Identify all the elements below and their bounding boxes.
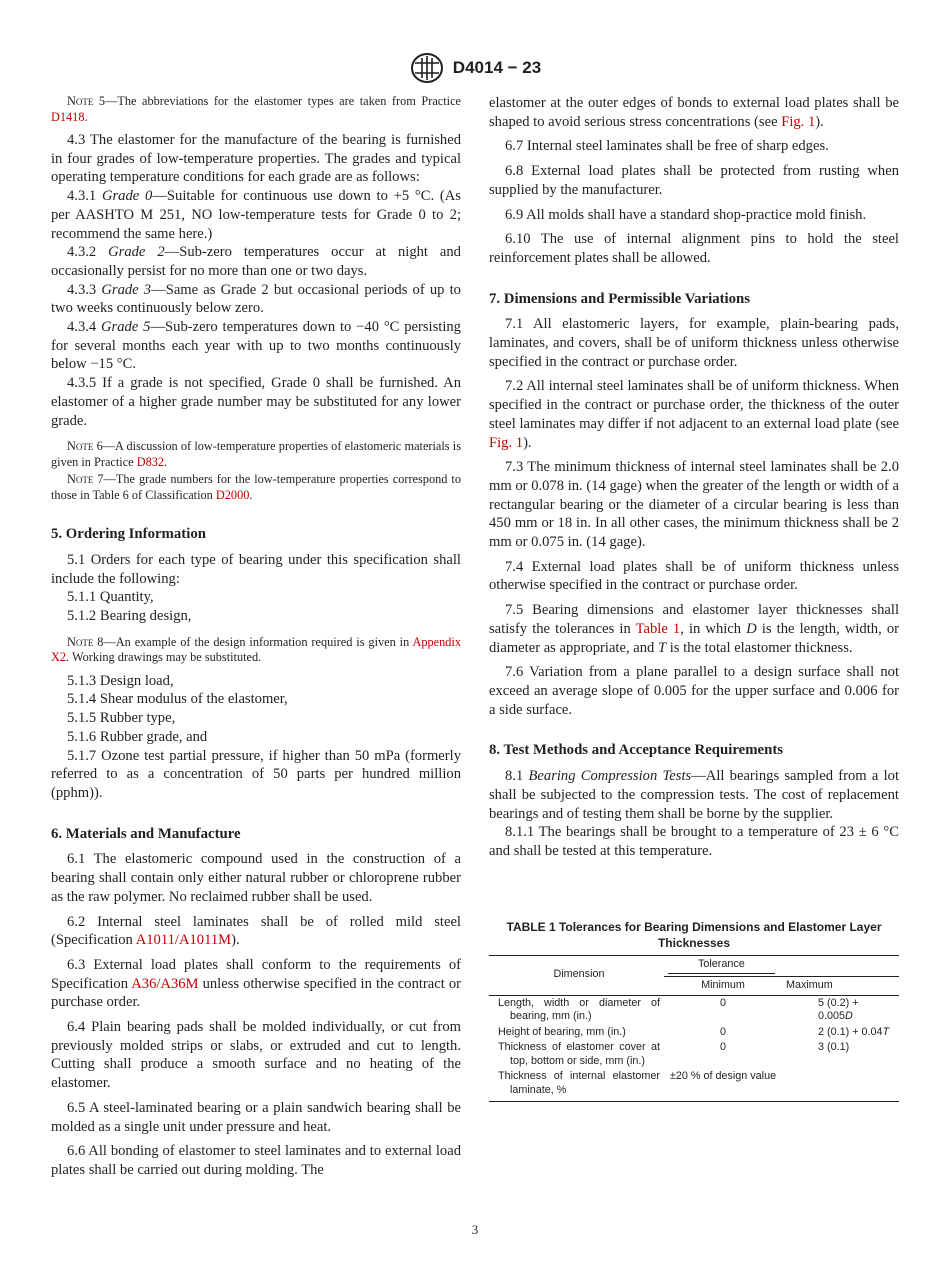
note-5: Note 5—The abbreviations for the elastomer types are taken from Practice D1418. xyxy=(51,94,461,124)
ref-table-1[interactable]: Table 1 xyxy=(635,620,681,637)
ref-fig-1[interactable]: Fig. 1 xyxy=(489,434,524,451)
column-header-dimension: Dimension xyxy=(489,955,664,995)
column-header-minimum: Minimum xyxy=(664,977,782,996)
ref-d1418[interactable]: D1418 xyxy=(51,109,85,124)
ref-a36[interactable]: A36/A36M xyxy=(131,975,199,992)
column-header-maximum: Maximum xyxy=(782,977,899,996)
ref-appendix-x2[interactable]: Appendix X2 xyxy=(51,634,461,665)
para-5-1-5: 5.1.5 Rubber type, xyxy=(67,710,176,727)
para-4-3: 4.3 The elastomer for the manufacture of the bearing is furnished in four grades of low-temperature properties. The grades and typical operating temperature conditions for each grade are as follows: xyxy=(51,132,461,186)
section-6-heading: 6. Materials and Manufacture xyxy=(51,825,241,842)
para-7-5: 7.5 Bearing dimensions and elastomer layer thicknesses shall satisfy the tolerances in Table 1, in which D is the length, width, or diameter as appropriate, and T is the total elastomer thickness. xyxy=(489,602,899,656)
para-4-3-4: 4.3.4 Grade 5—Sub-zero temperatures down to −40 °C persisting for several months each year with up to two months continuously below −15 °C. xyxy=(51,319,461,373)
section-5-heading: 5. Ordering Information xyxy=(51,526,206,543)
page-number: 3 xyxy=(471,1222,479,1237)
para-6-10: 6.10 The use of internal alignment pins to hold the steel reinforcement plates shall be allowed. xyxy=(489,231,899,266)
section-8-heading: 8. Test Methods and Acceptance Requirements xyxy=(489,742,784,759)
para-7-6: 7.6 Variation from a plane parallel to a design surface shall not exceed an average slope of 0.005 for the upper surface and 0.006 for a side surface. xyxy=(489,664,899,718)
document-code: D4014 − 23 xyxy=(452,58,542,77)
para-6-1: 6.1 The elastomeric compound used in the construction of a bearing shall contain only either natural rubber or chloroprene rubber as the raw polymer. No reclaimed rubber shall be used. xyxy=(51,851,461,905)
para-6-6: 6.6 All bonding of elastomer to steel laminates and to external load plates shall be carried out during molding. The xyxy=(51,1143,461,1178)
para-5-1-1: 5.1.1 Quantity, xyxy=(67,589,154,606)
column-header-tolerance: Tolerance xyxy=(664,955,899,977)
para-6-3: 6.3 External load plates shall conform to the requirements of Specification A36/A36M unless otherwise specified in the contract or purchase order. xyxy=(51,956,461,1011)
table-row: Height of bearing, mm (in.) 0 2 (0.1) + 0.04T xyxy=(498,1025,890,1038)
table-row: Thickness of internal elastomer laminate, % ±20 % of design value xyxy=(489,1069,899,1102)
para-6-2: 6.2 Internal steel laminates shall be of rolled mild steel (Specification A1011/A1011M). xyxy=(51,913,461,949)
table-row: Thickness of elastomer cover at top, bottom or side, mm (in.) 0 3 (0.1) xyxy=(498,1041,850,1067)
note-7: Note 7—The grade numbers for the low-temperature properties correspond to those in Table 6 of Classification D2000. xyxy=(51,472,461,502)
para-6-6-continued: elastomer at the outer edges of bonds to external load plates shall be shaped to avoid serious stress concentrations (see Fig. 1). xyxy=(489,95,899,130)
table-row: Length, width or diameter of bearing, mm (in.) 0 5 (0.2) + 0.005D xyxy=(498,996,859,1023)
ref-d2000[interactable]: D2000 xyxy=(215,487,250,502)
ref-d832[interactable]: D832 xyxy=(136,454,165,469)
table-1-title: TABLE 1 Tolerances for Bearing Dimensions and Elastomer Layer Thicknesses xyxy=(506,919,882,950)
para-5-1-7: 5.1.7 Ozone test partial pressure, if higher than 50 mPa (formerly referred to as a concentration of 50 parts per hundred million (pphm)). xyxy=(51,747,461,801)
astm-logo-icon xyxy=(409,52,445,84)
para-7-1: 7.1 All elastomeric layers, for example, plain-bearing pads, laminates, and covers, shall be of uniform thickness unless otherwise specified in the contract or purchase order. xyxy=(489,316,899,370)
note-8: Note 8—An example of the design information required is given in Appendix X2. Working drawings may be substituted. xyxy=(51,634,461,665)
para-4-3-1: 4.3.1 Grade 0—Suitable for continuous use down to +5 °C. (As per AASHTO M 251, NO low-temperature tests for Grade 0 to 2; recommend the same here.) xyxy=(51,188,461,242)
section-7-heading: 7. Dimensions and Permissible Variations xyxy=(489,290,751,307)
para-6-7: 6.7 Internal steel laminates shall be free of sharp edges. xyxy=(505,138,829,155)
note-6: Note 6—A discussion of low-temperature properties of elastomeric materials is given in Practice D832. xyxy=(51,439,461,469)
tolerance-table xyxy=(489,955,899,1103)
ref-a1011[interactable]: A1011/A1011M xyxy=(135,932,232,949)
para-6-4: 6.4 Plain bearing pads shall be molded individually, or cut from previously molded strips or slabs, or extruded and cut to length. Cutting shall produce a smooth surface and no heating of the elastomer. xyxy=(51,1019,461,1092)
para-5-1: 5.1 Orders for each type of bearing under this specification shall include the following: xyxy=(51,551,461,587)
para-5-1-6: 5.1.6 Rubber grade, and xyxy=(67,728,208,745)
para-4-3-3: 4.3.3 Grade 3—Same as Grade 2 but occasional periods of up to two weeks continuously below zero. xyxy=(51,281,461,317)
para-7-3: 7.3 The minimum thickness of internal steel laminates shall be 2.0 mm or 0.078 in. (14 gage) when the greater of the length or width of a rectangular bearing or the diameter of a circular bearing is less than 450 mm or 18 in. In all other cases, the minimum thickness shall be 2 mm or 0.075 in. (14 gage). xyxy=(489,459,899,551)
para-6-8: 6.8 External load plates shall be protected from rusting when supplied by the manufacturer. xyxy=(489,163,899,198)
para-4-3-5: 4.3.5 If a grade is not specified, Grade 0 shall be furnished. An elastomer of a higher grade number may be substituted for any lower grade. xyxy=(51,375,461,429)
para-4-3-2: 4.3.2 Grade 2—Sub-zero temperatures occur at night and occasionally persist for no more than one or two days. xyxy=(51,244,461,279)
para-8-1-1: 8.1.1 The bearings shall be brought to a temperature of 23 ± 6 °C and shall be tested at this temperature. xyxy=(489,824,899,859)
para-6-5: 6.5 A steel-laminated bearing or a plain sandwich bearing shall be molded as a single unit under pressure and heat. xyxy=(51,1099,461,1135)
para-5-1-4: 5.1.4 Shear modulus of the elastomer, xyxy=(67,691,288,708)
para-7-4: 7.4 External load plates shall be of uniform thickness unless otherwise specified in the contract or purchase order. xyxy=(489,558,899,594)
page-header xyxy=(0,52,950,84)
left-column xyxy=(51,94,461,1186)
ref-fig-1[interactable]: Fig. 1 xyxy=(781,113,816,130)
right-column xyxy=(489,94,899,1102)
para-6-9: 6.9 All molds shall have a standard shop-practice mold finish. xyxy=(505,206,867,223)
para-8-1: 8.1 Bearing Compression Tests—All bearings sampled from a lot shall be subjected to the compression tests. The cost of replacement bearings and of testing them shall be borne by the supplier. xyxy=(489,768,900,822)
para-5-1-3: 5.1.3 Design load, xyxy=(67,672,174,689)
para-5-1-2: 5.1.2 Bearing design, xyxy=(67,608,192,625)
para-7-2: 7.2 All internal steel laminates shall be of uniform thickness. When specified in the contract or purchase order, the thickness of the outer steel laminates may differ if not adjacent to an external load plate (see Fig. 1). xyxy=(489,378,899,451)
